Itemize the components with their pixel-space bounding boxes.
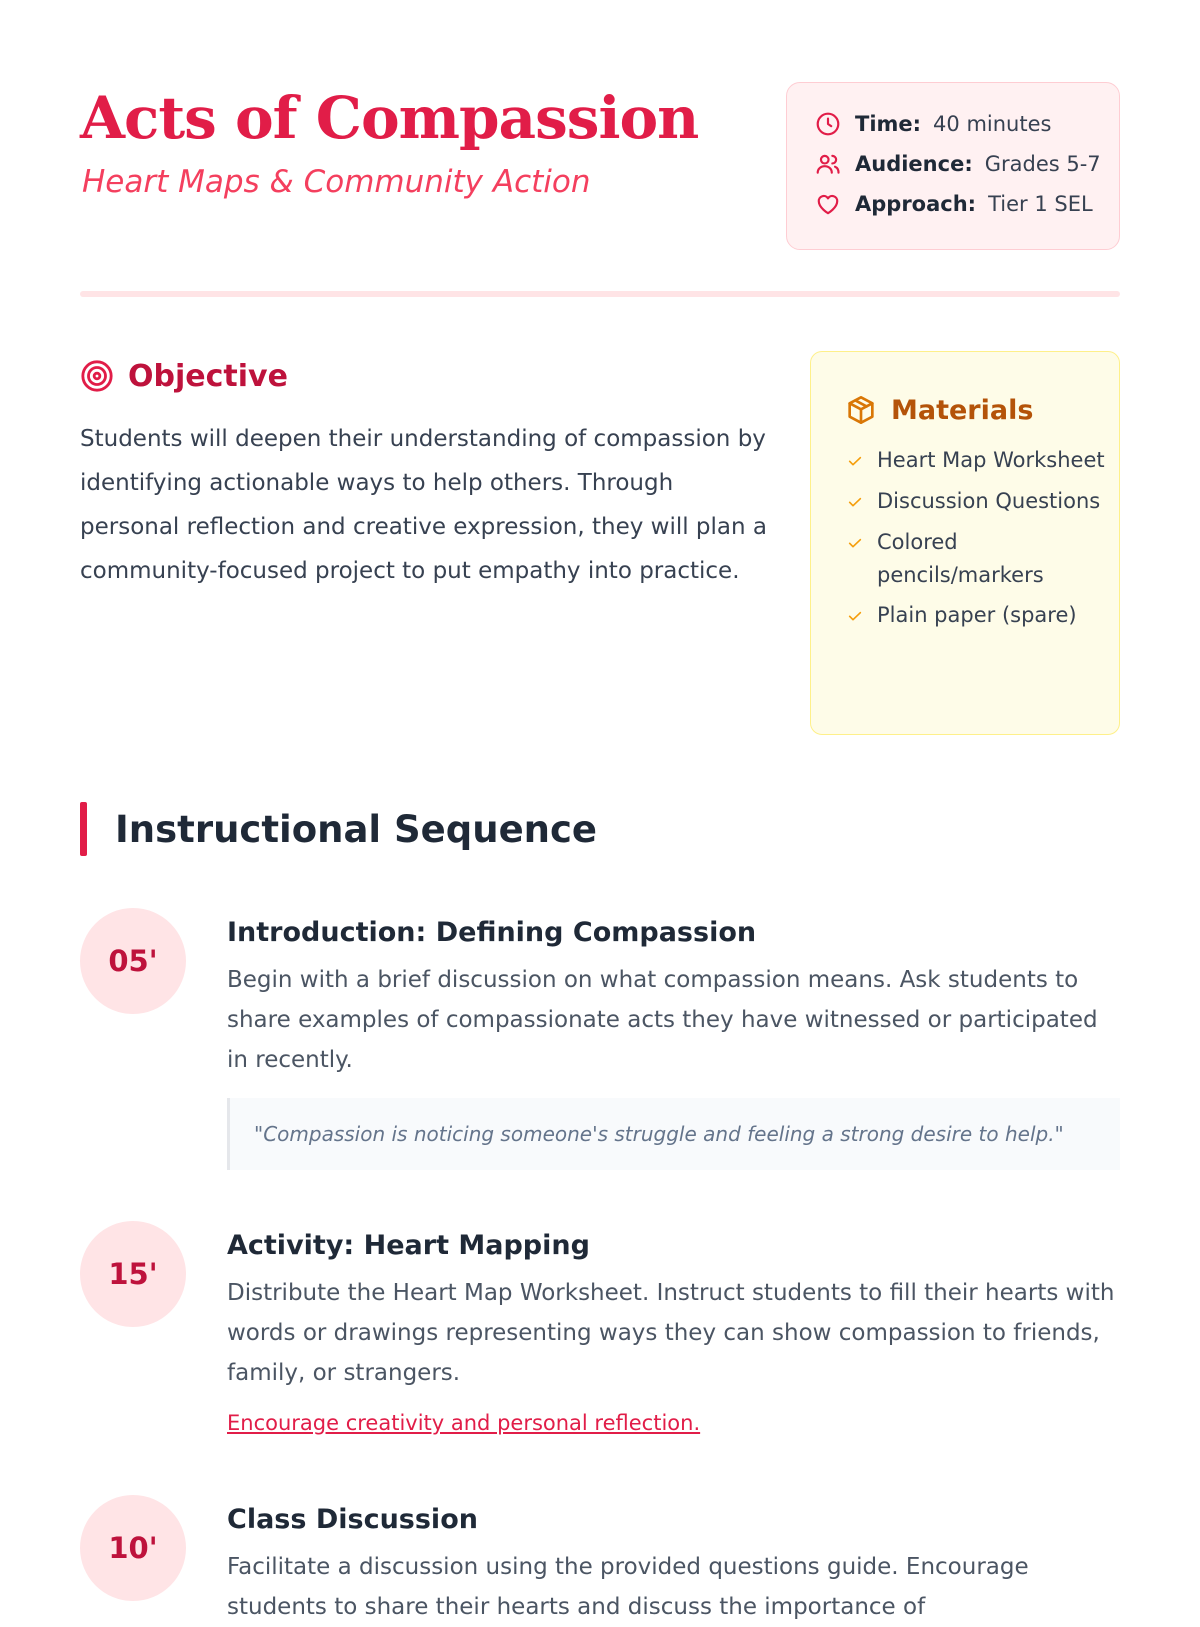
- material-label: Colored pencils/markers: [877, 530, 1044, 587]
- step-note-link[interactable]: Encourage creativity and personal reflection.: [227, 1411, 701, 1435]
- clock-icon: [815, 111, 841, 137]
- users-icon: [815, 151, 841, 177]
- step-body: [227, 916, 1120, 1170]
- step-title: Class Discussion: [227, 1504, 478, 1535]
- step-title: Introduction: Defining Compassion: [227, 917, 757, 948]
- materials-heading: [845, 390, 1033, 430]
- package-icon: [845, 394, 877, 426]
- material-label: Plain paper (spare): [877, 603, 1077, 627]
- objective-heading: [80, 355, 288, 397]
- lesson-meta-card: [786, 82, 1120, 250]
- material-label: Discussion Questions: [877, 489, 1101, 513]
- meta-approach-value: Tier 1 SEL: [988, 192, 1093, 216]
- objective-text: Students will deepen their understanding of compassion by identifying actionable ways to help others. Through personal reflection and creative expression, they will plan a community-focused project to put empathy into practice.: [80, 426, 768, 584]
- sequence-title: Instructional Sequence: [115, 807, 598, 851]
- list-item: [845, 599, 1105, 633]
- meta-time: [815, 109, 1051, 139]
- meta-audience: [815, 149, 1101, 179]
- heart-icon: [815, 191, 841, 217]
- material-label: Heart Map Worksheet: [877, 448, 1105, 472]
- step-quote: "Compassion is noticing someone's struggle and feeling a strong desire to help.": [227, 1098, 1120, 1170]
- step-body: [227, 1503, 1120, 1627]
- objective-title: Objective: [128, 358, 288, 394]
- step-description: Distribute the Heart Map Worksheet. Instruct students to fill their hearts with words or drawings representing ways they can show compassion to friends, family, or strangers.: [227, 1280, 1115, 1386]
- check-icon: [845, 485, 865, 519]
- target-icon: [80, 359, 114, 393]
- sequence-heading: [80, 802, 597, 856]
- page-subtitle: Heart Maps & Community Action: [82, 164, 591, 200]
- materials-title: Materials: [891, 394, 1034, 426]
- step-body: [227, 1229, 1120, 1435]
- step-duration-badge: 10': [80, 1495, 186, 1601]
- meta-approach: [815, 189, 1093, 219]
- list-item: [845, 526, 1105, 592]
- section-accent-bar: [80, 802, 87, 856]
- check-icon: [845, 599, 865, 633]
- list-item: [845, 444, 1105, 478]
- check-icon: [845, 444, 865, 478]
- materials-list: [845, 444, 1105, 640]
- step-description: Facilitate a discussion using the provided questions guide. Encourage students to share their hearts and discuss the importance of: [227, 1554, 1029, 1620]
- meta-time-value: 40 minutes: [933, 112, 1052, 136]
- meta-approach-label: Approach:: [855, 192, 977, 216]
- meta-time-label: Time:: [855, 112, 922, 136]
- list-item: [845, 485, 1105, 519]
- page-title: Acts of Compassion: [80, 84, 699, 152]
- header-divider: [80, 291, 1120, 297]
- step-description: Begin with a brief discussion on what compassion means. Ask students to share examples of compassionate acts they have witnessed or participated in recently.: [227, 967, 1098, 1073]
- step-duration-badge: 15': [80, 1221, 186, 1327]
- check-icon: [845, 526, 865, 560]
- step-title: Activity: Heart Mapping: [227, 1230, 590, 1261]
- meta-audience-label: Audience:: [855, 152, 973, 176]
- materials-card: [810, 351, 1120, 735]
- meta-audience-value: Grades 5-7: [984, 152, 1101, 176]
- step-duration-badge: 05': [80, 908, 186, 1014]
